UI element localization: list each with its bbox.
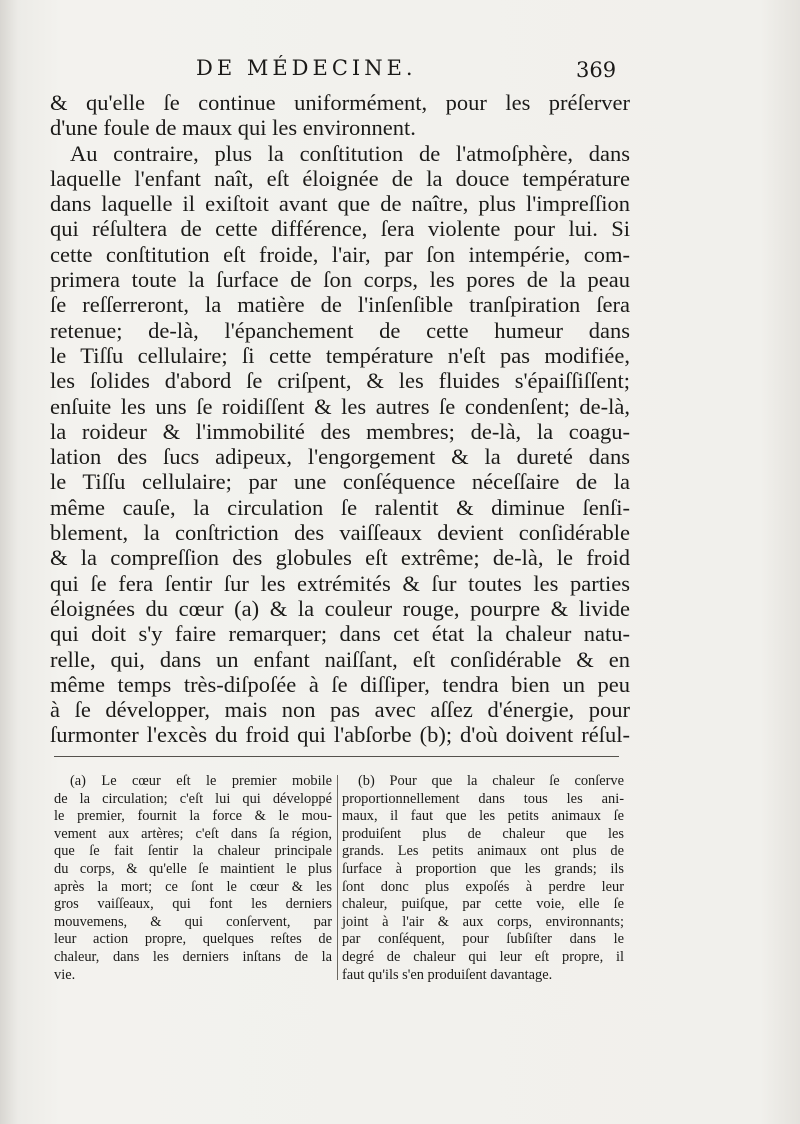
footnote-line: degré de chaleur qui leur eſt propre, il <box>342 948 624 965</box>
text-line: relle, qui, dans un enfant naiſſant, eſt conſidérable & en <box>50 646 630 672</box>
footnote-line: ſont donc plus expoſés à perdre leur <box>342 878 624 895</box>
footnote-line: vement aux artères; c'eſt dans ſa région, <box>54 825 332 842</box>
footnote-line: produiſent plus de chaleur que les <box>342 825 624 842</box>
footnote-line: (a) Le cœur eſt le premier mobile <box>70 773 332 789</box>
text-line: blement, la conſtriction des vaiſſeaux devient conſidérable <box>50 520 630 546</box>
footnote-line: proportionnellement dans tous les ani- <box>342 790 624 807</box>
footnote-line: faut qu'ils s'en produiſent davantage. <box>342 966 553 983</box>
footnote-line: ſurface à proportion que les grands; ils <box>342 860 624 877</box>
text-line: même temps très-diſpoſée à ſe diſſiper, tendra bien un peu <box>50 671 630 697</box>
text-line: le Tiſſu cellulaire; ſi cette température n'eſt pas modifiée, <box>50 342 630 368</box>
main-text <box>50 90 630 748</box>
footnote-line: vie. <box>54 966 76 983</box>
footnote-a <box>54 773 332 984</box>
text-line: primera toute la ſurface de ſon corps, les pores de la peau <box>50 267 630 293</box>
text-line: & qu'elle ſe continue uniformément, pour les préſerver <box>50 90 630 115</box>
text-line: & la compreſſion des globules eſt extrême; de-là, le froid <box>50 545 630 571</box>
footnote-line: après la mort; ce ſont le cœur & les <box>54 878 332 895</box>
footnote-line: (b) Pour que la chaleur ſe conſerve <box>358 773 624 789</box>
footnote-line: leur action propre, quelques reſtes de <box>54 931 332 948</box>
footnote-line: gros vaiſſeaux, qui font les derniers <box>54 896 332 913</box>
footnote-line: du corps, & qu'elle ſe maintient le plus <box>54 860 332 877</box>
text-line: ſurmonter l'excès du froid qui l'abſorbe (b); d'où doivent réſul- <box>50 722 630 748</box>
text-line: enſuite les uns ſe roidiſſent & les autres ſe condenſent; de-là, <box>50 393 630 419</box>
footnote-line: maux, il faut que les petits animaux ſe <box>342 808 624 825</box>
footnote-b <box>342 773 624 984</box>
footnote-line: joint à l'air & aux corps, environnants; <box>342 913 624 930</box>
footnote-line: grands. Les petits animaux ont plus de <box>342 843 624 860</box>
text-line: laquelle l'enfant naît, eſt éloignée de la douce température <box>50 165 630 191</box>
text-line: Au contraire, plus la conſtitution de l'atmoſphère, dans <box>70 140 630 166</box>
text-line: qui doit s'y faire remarquer; dans cet état la chaleur natu- <box>50 621 630 647</box>
text-line: le Tiſſu cellulaire; par une conſéquence néceſſaire de la <box>50 469 630 495</box>
text-line: lation des ſucs adipeux, l'engorgement & la dureté dans <box>50 444 630 470</box>
text-line: même cauſe, la circulation ſe ralentit & diminue ſenſi- <box>50 494 630 520</box>
text-line: ſe reſſerreront, la matière de l'inſenſible tranſpiration ſera <box>50 292 630 318</box>
text-line: cette conſtitution eſt froide, l'air, par ſon intempérie, com- <box>50 241 630 267</box>
text-line: qui ſe fera ſentir ſur les extrémités & ſur toutes les parties <box>50 570 630 596</box>
footnote-line: chaleur, puiſque, par cette voie, elle ſe <box>342 896 624 913</box>
text-line: éloignées du cœur (a) & la couleur rouge, pourpre & livide <box>50 595 630 621</box>
footnote-rule <box>54 756 619 757</box>
text-line: qui réſultera de cette différence, ſera violente pour lui. Si <box>50 216 630 242</box>
footnote-column-divider <box>337 775 338 980</box>
text-line: les ſolides d'abord ſe criſpent, & les fluides s'épaiſſiſſent; <box>50 368 630 394</box>
footnote-line: mouvemens, & qui conſervent, par <box>54 913 332 930</box>
footnote-line: par conſéquent, pour ſubſiſter dans le <box>342 931 624 948</box>
text-line: à ſe développer, mais non pas avec aſſez d'énergie, pour <box>50 697 630 723</box>
footnote-line: le premier, fournit la force & le mou- <box>54 808 332 825</box>
text-line: dans laquelle il exiſtoit avant que de naître, plus l'impreſſion <box>50 191 630 217</box>
footnote-line: que ſe fait ſentir la chaleur principale <box>54 843 332 860</box>
running-header: DE MÉDECINE. <box>196 56 417 80</box>
text-line: d'une foule de maux qui les environnent. <box>50 115 416 141</box>
page-number: 369 <box>576 58 617 82</box>
footnotes <box>54 773 624 993</box>
text-line: la roideur & l'immobilité des membres; de-là, la coagu- <box>50 418 630 444</box>
footnote-line: de la circulation; c'eſt lui qui développé <box>54 790 332 807</box>
footnote-line: chaleur, dans les derniers inſtans de la <box>54 948 332 965</box>
text-line: retenue; de-là, l'épanchement de cette humeur dans <box>50 317 630 343</box>
